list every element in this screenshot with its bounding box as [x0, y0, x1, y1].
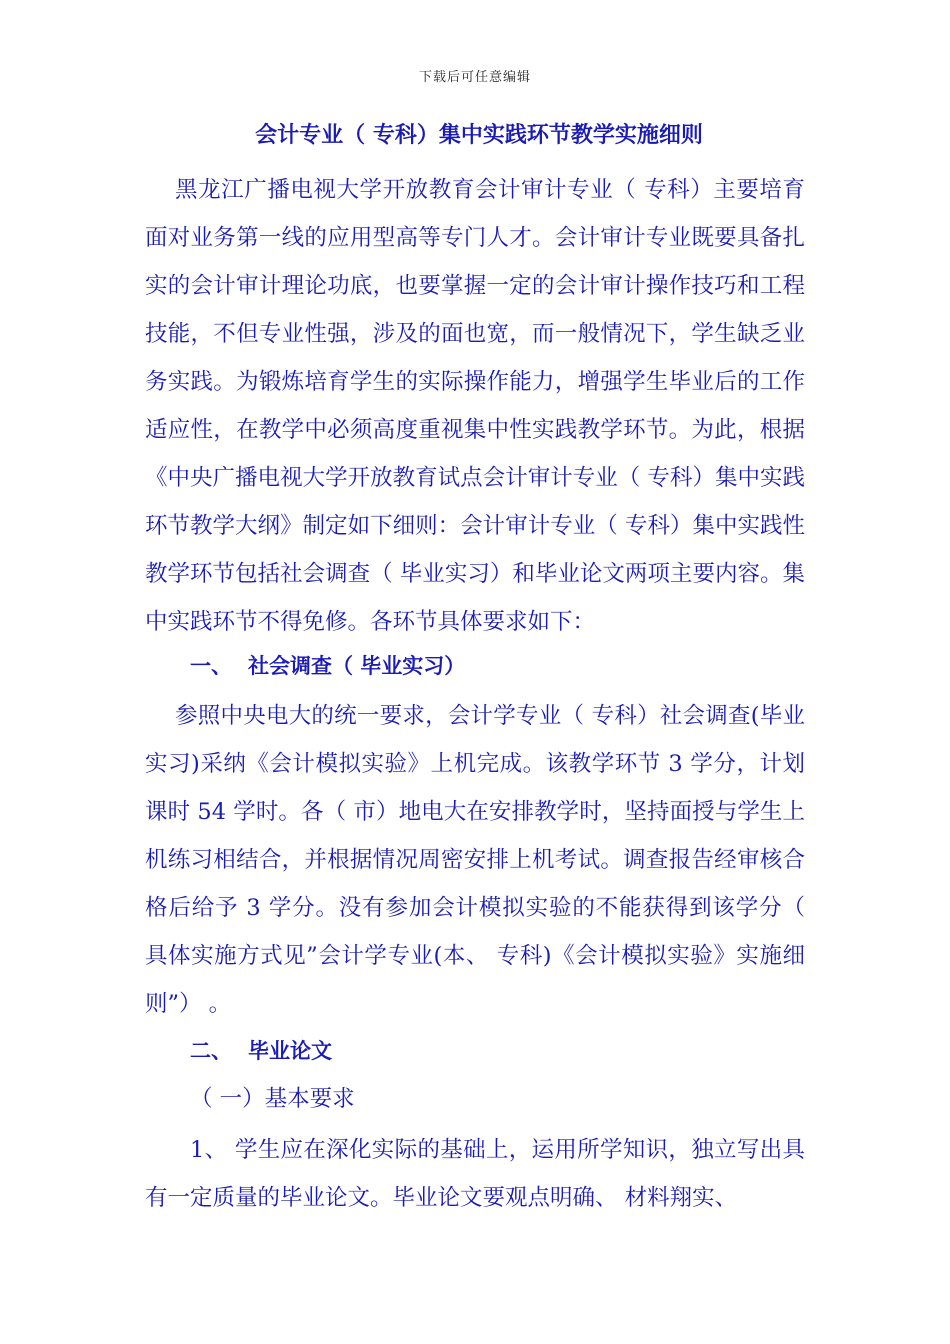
section-1-paragraph: 参照中央电大的统一要求，会计学专业（ 专科）社会调查(毕业实习)采纳《会计模拟实验》上机完成。该教学环节 3 学分，计划课时 54 学时。各（ 市）地电大在安排教学时，坚持面授与学生上机练习相结合，并根据情况周密安排上机考试。调查报告经审核合格后给予 3 学分。没有参加会计模拟实验的不能获得到该学分（ 具体实施方式见”会计学专业(本、 专科)《会计模拟实验》实施细则”） 。 [145, 703, 805, 1017]
section-2-item-1: 1、 学生应在深化实际的基础上，运用所学知识，独立写出具有一定质量的毕业论文。毕业论文要观点明确、 材料翔实、 [145, 1137, 805, 1211]
intro-paragraph: 黑龙江广播电视大学开放教育会计审计专业（ 专科）主要培育面对业务第一线的应用型高等专门人才。会计审计专业既要具备扎实的会计审计理论功底，也要掌握一定的会计审计操作技巧和工程技能，不但专业性强，涉及的面也宽，而一般情况下，学生缺乏业务实践。为锻炼培育学生的实际操作能力，增强学生毕业后的工作适应性，在教学中必须高度重视集中性实践教学环节。为此，根据《中央广播电视大学开放教育试点会计审计专业（ 专科）集中实践环节教学大纲》制定如下细则：会计审计专业（ 专科）集中实践性教学环节包括社会调查（ 毕业实习）和毕业论文两项主要内容。集中实践环节不得免修。各环节具体要求如下： [145, 177, 805, 635]
section-1-heading [190, 646, 465, 686]
header-note: 下载后可任意编辑 [418, 70, 531, 85]
section-2-number: 二、 [190, 1039, 232, 1063]
section-2-subheading: （ 一）基本要求 [190, 1086, 355, 1112]
section-2-heading [190, 1031, 332, 1071]
section-2-title: 毕业论文 [248, 1039, 332, 1063]
section-1-number: 一、 [190, 654, 232, 678]
document-title: 会计专业（ 专科）集中实践环节教学实施细则 [255, 123, 703, 148]
section-1-title: 社会调查（ 毕业实习） [248, 654, 466, 678]
